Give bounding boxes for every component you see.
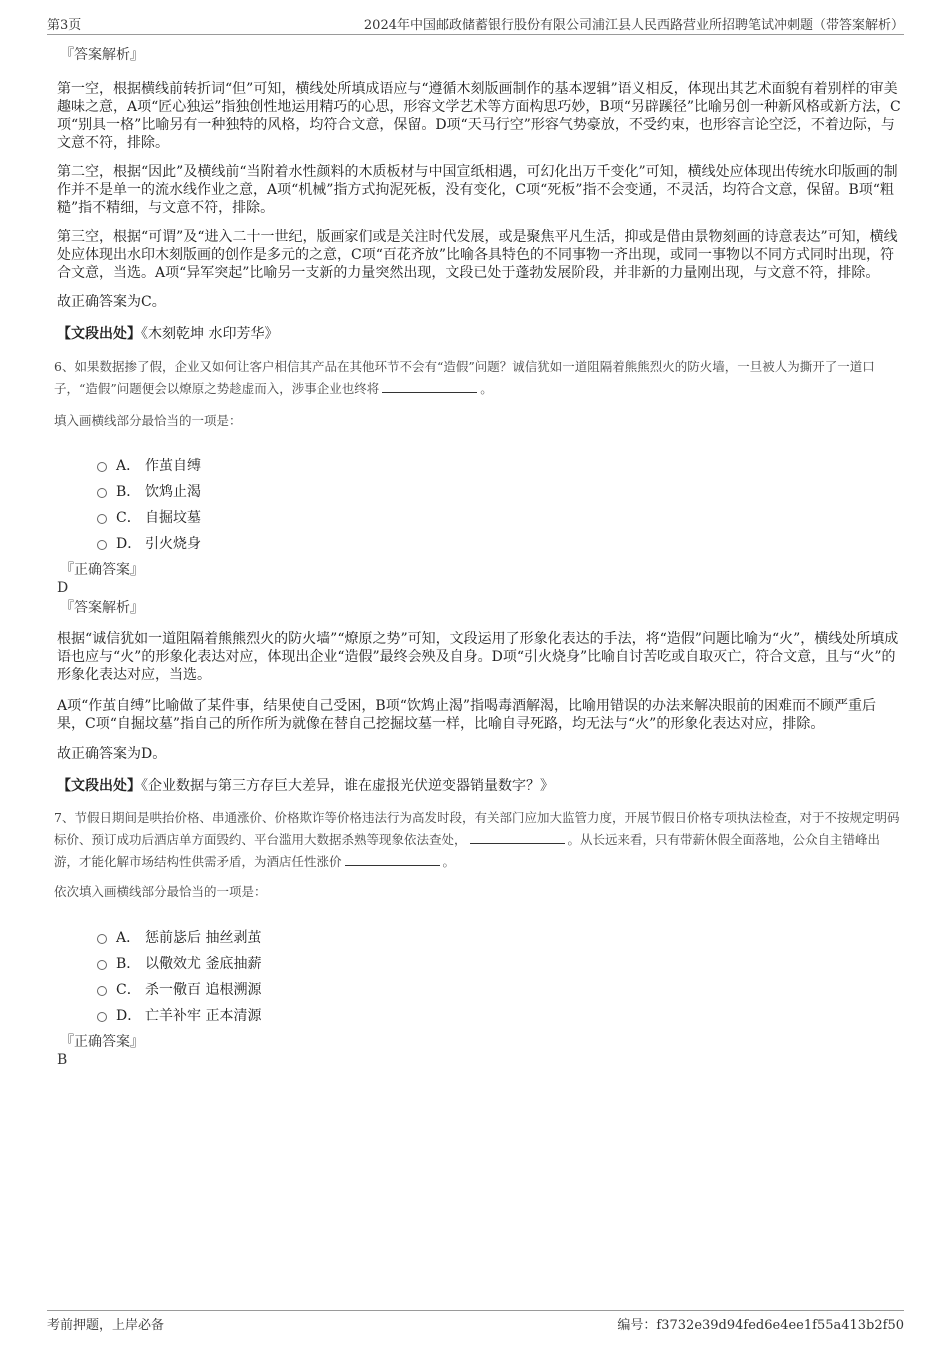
q6-stem-end: 。 [480, 381, 493, 396]
q7-stem-end: 。 [442, 854, 456, 869]
q6-prompt: 填入画横线部分最恰当的一项是： [54, 413, 242, 428]
q5-analysis-label: 『答案解析』 [60, 47, 144, 63]
option-letter: D． [116, 1008, 142, 1024]
q7-option-a[interactable] [57, 925, 904, 951]
q6-stem [54, 356, 904, 400]
q7-blank-2 [345, 853, 440, 866]
q7-prompt: 依次填入画横线部分最恰当的一项是： [54, 884, 267, 899]
q6-answer: D [57, 580, 69, 596]
option-text: 惩前毖后 抽丝剥茧 [145, 930, 262, 946]
document-body [54, 46, 904, 1069]
q7-option-c[interactable] [57, 977, 904, 1003]
radio-icon[interactable] [97, 488, 107, 498]
option-text: 杀一儆百 追根溯源 [145, 982, 262, 998]
q7-option-b[interactable] [57, 951, 904, 977]
q6-options [57, 453, 904, 557]
q7-stem-text-b: 。从长远来看，只有带薪休假全面落地，公众自主错峰出游，才能化解市场结构性供需矛盾，为酒店任性涨价 [54, 832, 881, 869]
option-text: 自掘坟墓 [145, 510, 201, 526]
q6-blank [382, 380, 477, 393]
option-text: 饮鸩止渴 [145, 484, 201, 500]
option-text: 作茧自缚 [145, 458, 201, 474]
q7-answer: B [57, 1052, 68, 1068]
q5-source [57, 325, 904, 343]
option-text: 以儆效尤 釜底抽薪 [145, 956, 262, 972]
q6-answer-label: 『正确答案』 [60, 562, 144, 578]
option-letter: A． [116, 930, 141, 946]
radio-icon[interactable] [97, 462, 107, 472]
q6-option-c[interactable] [57, 505, 904, 531]
option-letter: C． [116, 982, 141, 998]
q6-stem-text: 6、如果数据掺了假，企业又如何让客户相信其产品在其他环节不会有“造假”问题？诚信犹如一道阻隔着熊熊烈火的防火墙，一旦被人为撕开了一道口子，“造假”问题便会以燎原之势趁虚而入，涉事企业也终将 [54, 359, 875, 396]
q7-options [57, 925, 904, 1029]
q5-source-text: 《木刻乾坤 水印芳华》 [141, 326, 279, 342]
option-letter: C． [116, 510, 141, 526]
radio-icon[interactable] [97, 1012, 107, 1022]
q6-analysis-p1: 根据“诚信犹如一道阻隔着熊熊烈火的防火墙”“燎原之势”可知，文段运用了形象化表达的手法，将“造假”问题比喻为“火”，横线处所填成语也应与“火”的形象化表达对应，体现出企业“造假”最终会殃及自身。D项“引火烧身”比喻自讨苦吃或自取灭亡，符合文意，且与“火”的形象化表达对应，当选。 [57, 631, 899, 683]
footer-slogan: 考前押题，上岸必备 [47, 1318, 165, 1333]
document-title: 2024年中国邮政储蓄银行股份有限公司浦江县人民西路营业所招聘笔试冲刺题（带答案解析） [363, 18, 904, 33]
q7-stem [54, 807, 904, 873]
option-letter: A． [116, 458, 141, 474]
radio-icon[interactable] [97, 540, 107, 550]
footer-serial: 编号：f3732e39d94fed6e4ee1f55a413b2f50 [617, 1318, 904, 1333]
q5-analysis-p1: 第一空，根据横线前转折词“但”可知，横线处所填成语应与“遵循木刻版画制作的基本逻辑”语义相反，体现出其艺术面貌有着别样的审美趣味之意，A项“匠心独运”指独创性地运用精巧的心思，形容文学艺术等方面构思巧妙，B项“另辟蹊径”比喻另创一种新风格或新方法，C项“别具一格”比喻另有一种独特的风格，均符合文意，保留。D项“天马行空”形容气势豪放，不受约束，也形容言论空泛，不着边际，与文意不符，排除。 [57, 81, 901, 151]
option-letter: B． [116, 956, 141, 972]
q6-option-a[interactable] [57, 453, 904, 479]
q6-option-b[interactable] [57, 479, 904, 505]
page-header [47, 12, 904, 35]
option-text: 亡羊补牢 正本清源 [145, 1008, 262, 1024]
q6-conclusion: 故正确答案为D。 [57, 746, 167, 762]
q6-source-label: 【文段出处】 [57, 778, 141, 794]
q7-blank-1 [470, 831, 565, 844]
q6-analysis-label: 『答案解析』 [60, 600, 144, 616]
q5-analysis-p3: 第三空，根据“可谓”及“进入二十一世纪，版画家们或是关注时代发展，或是聚焦平凡生活，抑或是借由景物刻画的诗意表达”可知，横线处应体现出水印木刻版画的创作是多元的之意，C项“百花齐放”比喻各具特色的不同事物一齐出现，或同一事物以不同方式同时出现，符合文意，当选。A项“异军突起”比喻另一支新的力量突然出现，文段已处于蓬勃发展阶段，并非新的力量刚出现，与文意不符，排除。 [57, 229, 898, 281]
radio-icon[interactable] [97, 934, 107, 944]
q7-option-d[interactable] [57, 1003, 904, 1029]
q5-source-label: 【文段出处】 [57, 326, 141, 342]
q7-stem-text-a: 7、节假日期间是哄抬价格、串通涨价、价格欺诈等价格违法行为高发时段，有关部门应加大监管力度，开展节假日价格专项执法检查，对于不按规定明码标价、预订成功后酒店单方面毁约、平台滥用大数据杀熟等现象依法查处， [54, 810, 900, 847]
radio-icon[interactable] [97, 986, 107, 996]
q6-option-d[interactable] [57, 531, 904, 557]
q5-conclusion: 故正确答案为C。 [57, 294, 166, 310]
option-letter: B． [116, 484, 141, 500]
option-text: 引火烧身 [145, 536, 201, 552]
radio-icon[interactable] [97, 514, 107, 524]
q6-source-text: 《企业数据与第三方存巨大差异，谁在虚报光伏逆变器销量数字？》 [141, 778, 554, 794]
q7-answer-label: 『正确答案』 [60, 1034, 144, 1050]
q5-analysis-p2: 第二空，根据“因此”及横线前“当附着水性颜料的木质板材与中国宣纸相遇，可幻化出万千变化”可知，横线处应体现出传统水印版画的制作并不是单一的流水线作业之意，A项“机械”指方式拘泥死板，没有变化，C项“死板”指不会变通，不灵活，均符合文意，保留。B项“粗糙”指不精细，与文意不符，排除。 [57, 164, 898, 216]
q6-analysis-p2: A项“作茧自缚”比喻做了某件事，结果使自己受困，B项“饮鸩止渴”指喝毒酒解渴，比喻用错误的办法来解决眼前的困难而不顾严重后果，C项“自掘坟墓”指自己的所作所为就像在替自己挖掘坟墓一样，比喻自寻死路，均无法与“火”的形象化表达对应，排除。 [57, 698, 877, 732]
q6-source [57, 777, 904, 795]
page-footer [47, 1310, 904, 1335]
page-number: 第3页 [47, 18, 82, 33]
radio-icon[interactable] [97, 960, 107, 970]
option-letter: D． [116, 536, 142, 552]
